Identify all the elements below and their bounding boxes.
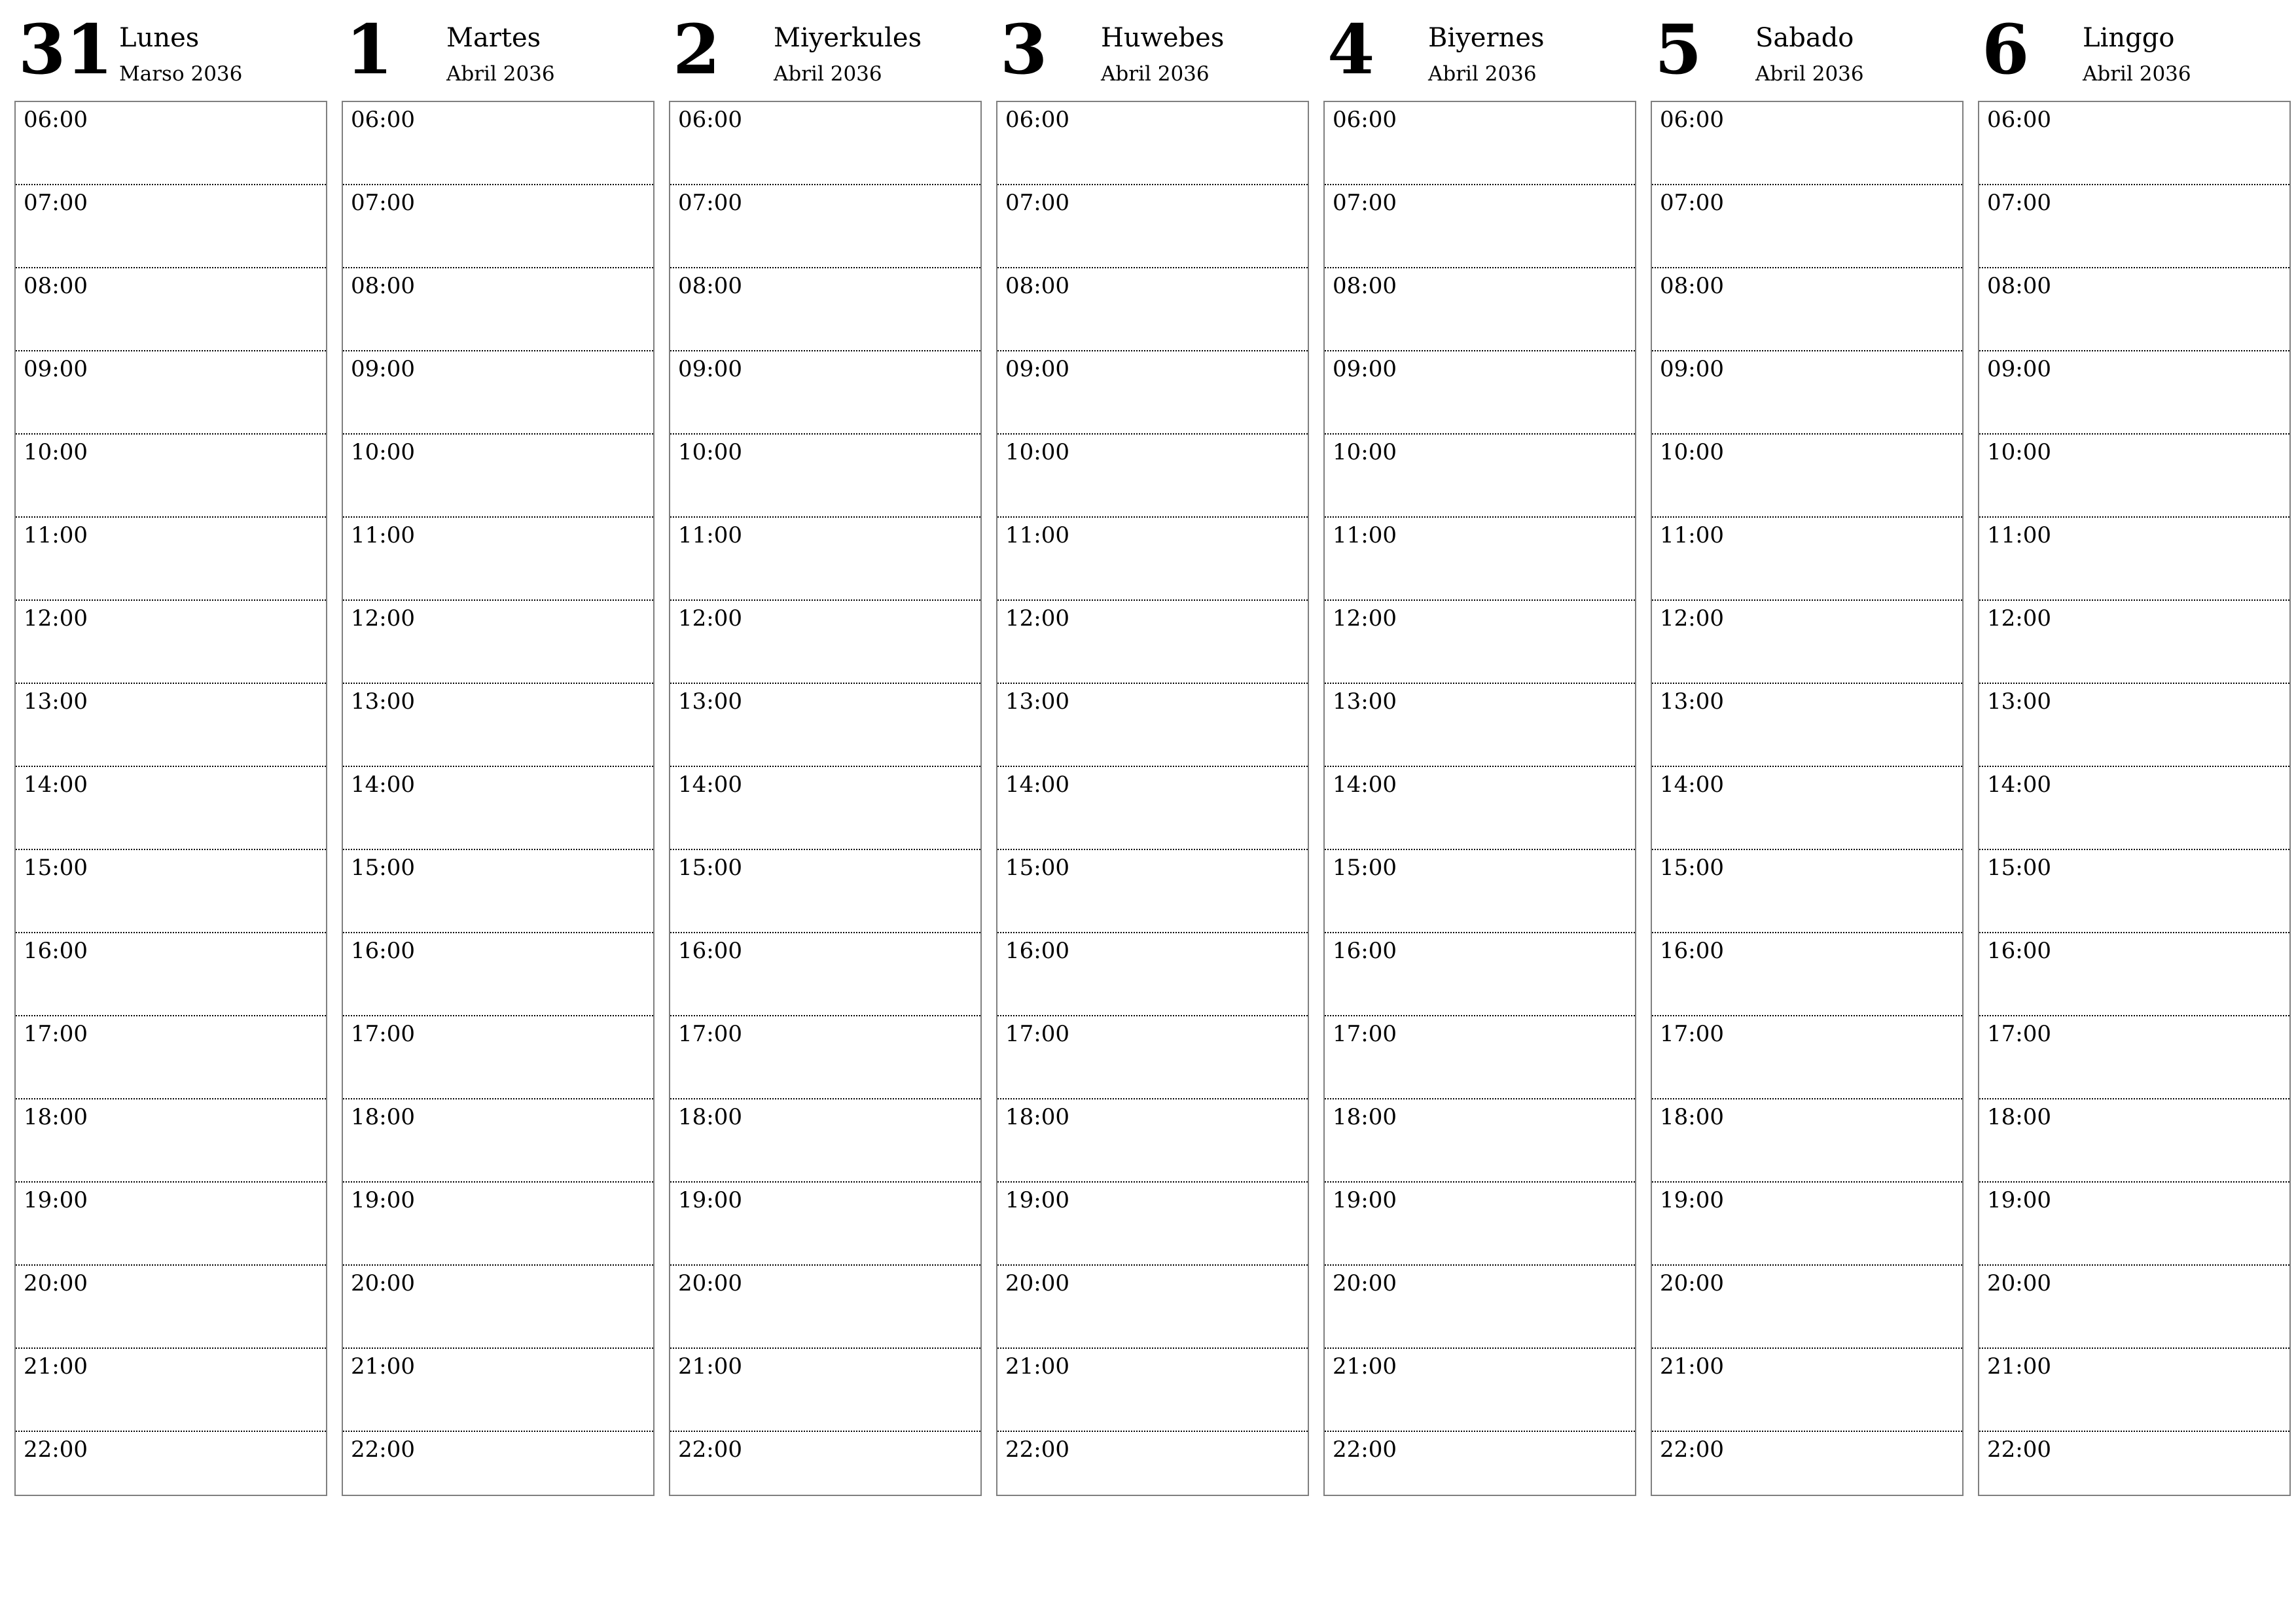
hour-label: 10:00: [1660, 439, 1724, 465]
hour-slot[interactable]: [1652, 1349, 1962, 1432]
hour-label: 17:00: [1987, 1021, 2051, 1047]
hour-slot[interactable]: [343, 435, 653, 518]
hour-slot[interactable]: [670, 684, 980, 767]
hour-slot[interactable]: [343, 1432, 653, 1514]
hour-label: 15:00: [1987, 855, 2051, 881]
day-schedule-box: [1651, 101, 1964, 1496]
hour-slot[interactable]: [343, 684, 653, 767]
day-number: 5: [1655, 9, 1702, 90]
hour-label: 18:00: [678, 1104, 742, 1130]
hour-label: 10:00: [351, 439, 415, 465]
hour-label: 18:00: [1005, 1104, 1069, 1130]
hour-label: 17:00: [24, 1021, 88, 1047]
day-schedule-box: [14, 101, 327, 1496]
hour-label: 10:00: [1005, 439, 1069, 465]
day-column: [1978, 0, 2291, 1496]
hour-label: 18:00: [1987, 1104, 2051, 1130]
hour-slot[interactable]: [1979, 185, 2289, 268]
day-name: Miyerkules: [774, 23, 922, 53]
day-name: Sabado: [1755, 23, 1854, 53]
hour-label: 09:00: [1987, 356, 2051, 382]
hour-label: 10:00: [678, 439, 742, 465]
hour-label: 07:00: [1987, 190, 2051, 216]
hour-label: 09:00: [24, 356, 88, 382]
day-number: 2: [673, 9, 721, 90]
hour-slot[interactable]: [997, 1432, 1308, 1514]
hour-slot[interactable]: [670, 351, 980, 435]
hour-label: 09:00: [351, 356, 415, 382]
hour-label: 20:00: [1333, 1270, 1397, 1296]
hour-slot[interactable]: [997, 767, 1308, 850]
day-month: Abril 2036: [1428, 62, 1537, 86]
hour-label: 16:00: [678, 938, 742, 964]
day-number: 3: [1000, 9, 1048, 90]
day-name: Linggo: [2083, 23, 2175, 53]
hour-slot[interactable]: [1325, 268, 1635, 351]
hour-label: 16:00: [351, 938, 415, 964]
day-month: Abril 2036: [1755, 62, 1864, 86]
hour-label: 13:00: [1005, 688, 1069, 715]
hour-slot[interactable]: [16, 850, 326, 933]
hour-label: 17:00: [351, 1021, 415, 1047]
hour-slot[interactable]: [1652, 767, 1962, 850]
hour-label: 14:00: [1333, 772, 1397, 798]
hour-label: 06:00: [1333, 107, 1397, 133]
hour-slot[interactable]: [1652, 102, 1962, 185]
hour-slot[interactable]: [16, 102, 326, 185]
hour-slot[interactable]: [997, 102, 1308, 185]
hour-label: 12:00: [1005, 605, 1069, 632]
hour-slot[interactable]: [1652, 1266, 1962, 1349]
hour-slot[interactable]: [343, 850, 653, 933]
week-days: [14, 0, 2291, 1496]
hour-label: 19:00: [678, 1187, 742, 1213]
hour-slot[interactable]: [1652, 1432, 1962, 1514]
hour-slot[interactable]: [1652, 684, 1962, 767]
hour-label: 21:00: [1660, 1353, 1724, 1380]
hour-slot[interactable]: [997, 684, 1308, 767]
hour-label: 20:00: [1660, 1270, 1724, 1296]
hour-slot[interactable]: [1979, 1016, 2289, 1099]
hour-slot[interactable]: [670, 850, 980, 933]
day-header: [14, 0, 327, 101]
hour-slot[interactable]: [997, 601, 1308, 684]
hour-slot[interactable]: [670, 518, 980, 601]
hour-slot[interactable]: [1979, 1099, 2289, 1183]
hour-slot[interactable]: [16, 1266, 326, 1349]
hour-slot[interactable]: [1979, 435, 2289, 518]
hour-label: 20:00: [678, 1270, 742, 1296]
day-header: [1323, 0, 1636, 101]
hour-label: 15:00: [351, 855, 415, 881]
hour-label: 18:00: [1333, 1104, 1397, 1130]
hour-label: 21:00: [678, 1353, 742, 1380]
hour-slot[interactable]: [997, 1016, 1308, 1099]
hour-label: 10:00: [1987, 439, 2051, 465]
hour-slot[interactable]: [343, 1183, 653, 1266]
hour-slot[interactable]: [16, 601, 326, 684]
hour-label: 08:00: [1987, 273, 2051, 299]
hour-slot[interactable]: [1979, 518, 2289, 601]
day-name: Martes: [446, 23, 541, 53]
hour-slot[interactable]: [16, 1183, 326, 1266]
hour-slot[interactable]: [1325, 850, 1635, 933]
hour-slot[interactable]: [16, 518, 326, 601]
hour-label: 08:00: [24, 273, 88, 299]
hour-label: 22:00: [1333, 1436, 1397, 1463]
hour-label: 07:00: [678, 190, 742, 216]
hour-slot[interactable]: [343, 185, 653, 268]
hour-label: 07:00: [1660, 190, 1724, 216]
hour-slot[interactable]: [997, 1266, 1308, 1349]
hour-slot[interactable]: [1325, 601, 1635, 684]
day-name: Huwebes: [1101, 23, 1225, 53]
hour-label: 13:00: [1333, 688, 1397, 715]
hour-label: 13:00: [1987, 688, 2051, 715]
hour-label: 22:00: [1660, 1436, 1724, 1463]
hour-label: 12:00: [351, 605, 415, 632]
hour-label: 06:00: [1987, 107, 2051, 133]
hour-slot[interactable]: [1979, 1349, 2289, 1432]
hour-label: 12:00: [678, 605, 742, 632]
hour-slot[interactable]: [16, 933, 326, 1016]
hour-slot[interactable]: [16, 767, 326, 850]
hour-slot[interactable]: [343, 1099, 653, 1183]
hour-label: 16:00: [1987, 938, 2051, 964]
hour-slot[interactable]: [670, 1099, 980, 1183]
hour-label: 14:00: [678, 772, 742, 798]
hour-label: 21:00: [1333, 1353, 1397, 1380]
hour-slot[interactable]: [1979, 1266, 2289, 1349]
hour-slot[interactable]: [997, 185, 1308, 268]
hour-label: 06:00: [351, 107, 415, 133]
hour-label: 18:00: [1660, 1104, 1724, 1130]
hour-slot[interactable]: [670, 435, 980, 518]
hour-slot[interactable]: [16, 1099, 326, 1183]
hour-slot[interactable]: [1652, 518, 1962, 601]
hour-label: 22:00: [351, 1436, 415, 1463]
hour-slot[interactable]: [1325, 1349, 1635, 1432]
hour-slot[interactable]: [1652, 850, 1962, 933]
day-month: Abril 2036: [446, 62, 555, 86]
hour-slot[interactable]: [1979, 601, 2289, 684]
hour-label: 08:00: [1005, 273, 1069, 299]
hour-slot[interactable]: [1325, 1099, 1635, 1183]
hour-label: 12:00: [1987, 605, 2051, 632]
hour-slot[interactable]: [1325, 933, 1635, 1016]
day-name: Biyernes: [1428, 23, 1545, 53]
hour-slot[interactable]: [670, 1432, 980, 1514]
hour-slot[interactable]: [1979, 351, 2289, 435]
hour-label: 19:00: [351, 1187, 415, 1213]
hour-slot[interactable]: [670, 1183, 980, 1266]
hour-slot[interactable]: [997, 351, 1308, 435]
hour-label: 20:00: [1987, 1270, 2051, 1296]
day-column: [996, 0, 1309, 1496]
hour-label: 16:00: [24, 938, 88, 964]
day-schedule-box: [1323, 101, 1636, 1496]
hour-slot[interactable]: [1325, 435, 1635, 518]
hour-slot[interactable]: [1325, 1016, 1635, 1099]
hour-label: 12:00: [24, 605, 88, 632]
hour-slot[interactable]: [1325, 767, 1635, 850]
hour-label: 06:00: [678, 107, 742, 133]
hour-label: 06:00: [1660, 107, 1724, 133]
hour-label: 22:00: [678, 1436, 742, 1463]
hour-slot[interactable]: [1979, 102, 2289, 185]
day-name: Lunes: [119, 23, 200, 53]
hour-slot[interactable]: [997, 1099, 1308, 1183]
hour-slot[interactable]: [1652, 933, 1962, 1016]
hour-slot[interactable]: [1652, 351, 1962, 435]
hour-label: 22:00: [1005, 1436, 1069, 1463]
hour-slot[interactable]: [16, 1432, 326, 1514]
day-header: [669, 0, 982, 101]
hour-label: 12:00: [1333, 605, 1397, 632]
hour-slot[interactable]: [16, 435, 326, 518]
hour-label: 11:00: [351, 522, 415, 548]
hour-label: 13:00: [1660, 688, 1724, 715]
hour-label: 15:00: [1333, 855, 1397, 881]
hour-slot[interactable]: [16, 1349, 326, 1432]
hour-label: 14:00: [351, 772, 415, 798]
day-schedule-box: [1978, 101, 2291, 1496]
day-month: Marso 2036: [119, 62, 243, 86]
hour-label: 14:00: [1987, 772, 2051, 798]
hour-label: 14:00: [24, 772, 88, 798]
hour-slot[interactable]: [1325, 1266, 1635, 1349]
hour-label: 21:00: [1987, 1353, 2051, 1380]
hour-label: 08:00: [1333, 273, 1397, 299]
hour-slot[interactable]: [1325, 1432, 1635, 1514]
day-schedule-box: [996, 101, 1309, 1496]
hour-label: 17:00: [1660, 1021, 1724, 1047]
hour-slot[interactable]: [1652, 601, 1962, 684]
hour-slot[interactable]: [997, 268, 1308, 351]
hour-label: 06:00: [1005, 107, 1069, 133]
hour-slot[interactable]: [16, 268, 326, 351]
hour-slot[interactable]: [343, 268, 653, 351]
day-month: Abril 2036: [774, 62, 882, 86]
hour-label: 11:00: [1987, 522, 2051, 548]
hour-label: 09:00: [1333, 356, 1397, 382]
hour-slot[interactable]: [343, 351, 653, 435]
hour-slot[interactable]: [1325, 1183, 1635, 1266]
day-column: [342, 0, 655, 1496]
hour-label: 17:00: [1005, 1021, 1069, 1047]
hour-slot[interactable]: [16, 185, 326, 268]
hour-label: 19:00: [1333, 1187, 1397, 1213]
hour-label: 21:00: [351, 1353, 415, 1380]
hour-slot[interactable]: [670, 601, 980, 684]
hour-slot[interactable]: [1979, 767, 2289, 850]
hour-slot[interactable]: [670, 102, 980, 185]
hour-slot[interactable]: [1325, 684, 1635, 767]
hour-label: 13:00: [351, 688, 415, 715]
hour-label: 16:00: [1333, 938, 1397, 964]
hour-label: 10:00: [24, 439, 88, 465]
hour-label: 09:00: [1005, 356, 1069, 382]
hour-slot[interactable]: [1979, 268, 2289, 351]
hour-label: 17:00: [1333, 1021, 1397, 1047]
hour-slot[interactable]: [1979, 684, 2289, 767]
hour-label: 14:00: [1005, 772, 1069, 798]
hour-label: 18:00: [351, 1104, 415, 1130]
hour-label: 07:00: [24, 190, 88, 216]
hour-slot[interactable]: [670, 1266, 980, 1349]
hour-slot[interactable]: [343, 601, 653, 684]
hour-label: 10:00: [1333, 439, 1397, 465]
hour-label: 18:00: [24, 1104, 88, 1130]
hour-label: 07:00: [351, 190, 415, 216]
day-column: [669, 0, 982, 1496]
hour-label: 15:00: [678, 855, 742, 881]
day-number: 1: [346, 9, 393, 90]
hour-slot[interactable]: [16, 351, 326, 435]
hour-label: 11:00: [1005, 522, 1069, 548]
hour-slot[interactable]: [1979, 850, 2289, 933]
hour-slot[interactable]: [997, 1183, 1308, 1266]
hour-slot[interactable]: [1979, 1432, 2289, 1514]
hour-slot[interactable]: [1979, 933, 2289, 1016]
hour-slot[interactable]: [16, 1016, 326, 1099]
hour-label: 21:00: [1005, 1353, 1069, 1380]
hour-label: 17:00: [678, 1021, 742, 1047]
hour-slot[interactable]: [1652, 1099, 1962, 1183]
hour-slot[interactable]: [1325, 185, 1635, 268]
day-number: 4: [1327, 9, 1375, 90]
hour-label: 09:00: [678, 356, 742, 382]
hour-slot[interactable]: [1979, 1183, 2289, 1266]
hour-label: 22:00: [1987, 1436, 2051, 1463]
hour-label: 06:00: [24, 107, 88, 133]
hour-label: 19:00: [1987, 1187, 2051, 1213]
hour-slot[interactable]: [1325, 351, 1635, 435]
day-month: Abril 2036: [2083, 62, 2191, 86]
day-header: [1651, 0, 1964, 101]
day-number: 31: [18, 9, 113, 90]
hour-slot[interactable]: [1325, 102, 1635, 185]
hour-label: 07:00: [1333, 190, 1397, 216]
hour-label: 19:00: [1005, 1187, 1069, 1213]
hour-label: 21:00: [24, 1353, 88, 1380]
hour-slot[interactable]: [343, 767, 653, 850]
day-schedule-box: [342, 101, 655, 1496]
hour-slot[interactable]: [1652, 185, 1962, 268]
hour-label: 07:00: [1005, 190, 1069, 216]
hour-label: 08:00: [1660, 273, 1724, 299]
hour-slot[interactable]: [670, 933, 980, 1016]
hour-slot[interactable]: [1652, 1016, 1962, 1099]
hour-label: 20:00: [1005, 1270, 1069, 1296]
hour-label: 22:00: [24, 1436, 88, 1463]
hour-slot[interactable]: [343, 933, 653, 1016]
hour-label: 20:00: [24, 1270, 88, 1296]
hour-label: 11:00: [678, 522, 742, 548]
hour-slot[interactable]: [343, 1016, 653, 1099]
day-column: [1323, 0, 1636, 1496]
hour-slot[interactable]: [670, 1349, 980, 1432]
hour-label: 11:00: [1660, 522, 1724, 548]
hour-slot[interactable]: [1652, 435, 1962, 518]
hour-slot[interactable]: [1652, 1183, 1962, 1266]
day-number: 6: [1982, 9, 2030, 90]
hour-slot[interactable]: [343, 518, 653, 601]
day-schedule-box: [669, 101, 982, 1496]
hour-label: 13:00: [24, 688, 88, 715]
hour-label: 11:00: [24, 522, 88, 548]
hour-slot[interactable]: [997, 850, 1308, 933]
hour-label: 16:00: [1005, 938, 1069, 964]
hour-slot[interactable]: [997, 435, 1308, 518]
hour-label: 15:00: [1660, 855, 1724, 881]
hour-label: 12:00: [1660, 605, 1724, 632]
hour-label: 08:00: [351, 273, 415, 299]
hour-slot[interactable]: [997, 933, 1308, 1016]
hour-label: 08:00: [678, 273, 742, 299]
hour-slot[interactable]: [670, 767, 980, 850]
day-header: [1978, 0, 2291, 101]
hour-slot[interactable]: [1652, 268, 1962, 351]
hour-label: 15:00: [1005, 855, 1069, 881]
hour-slot[interactable]: [670, 1016, 980, 1099]
day-header: [996, 0, 1309, 101]
hour-slot[interactable]: [670, 268, 980, 351]
hour-slot[interactable]: [343, 1266, 653, 1349]
hour-label: 19:00: [1660, 1187, 1724, 1213]
hour-label: 09:00: [1660, 356, 1724, 382]
hour-slot[interactable]: [343, 1349, 653, 1432]
hour-slot[interactable]: [343, 102, 653, 185]
hour-slot[interactable]: [16, 684, 326, 767]
hour-slot[interactable]: [670, 185, 980, 268]
hour-label: 13:00: [678, 688, 742, 715]
day-column: [1651, 0, 1964, 1496]
day-column: [14, 0, 327, 1496]
hour-label: 15:00: [24, 855, 88, 881]
hour-label: 16:00: [1660, 938, 1724, 964]
hour-label: 14:00: [1660, 772, 1724, 798]
day-header: [342, 0, 655, 101]
hour-slot[interactable]: [997, 518, 1308, 601]
hour-slot[interactable]: [997, 1349, 1308, 1432]
day-month: Abril 2036: [1101, 62, 1210, 86]
hour-slot[interactable]: [1325, 518, 1635, 601]
hour-label: 20:00: [351, 1270, 415, 1296]
hour-label: 11:00: [1333, 522, 1397, 548]
hour-label: 19:00: [24, 1187, 88, 1213]
